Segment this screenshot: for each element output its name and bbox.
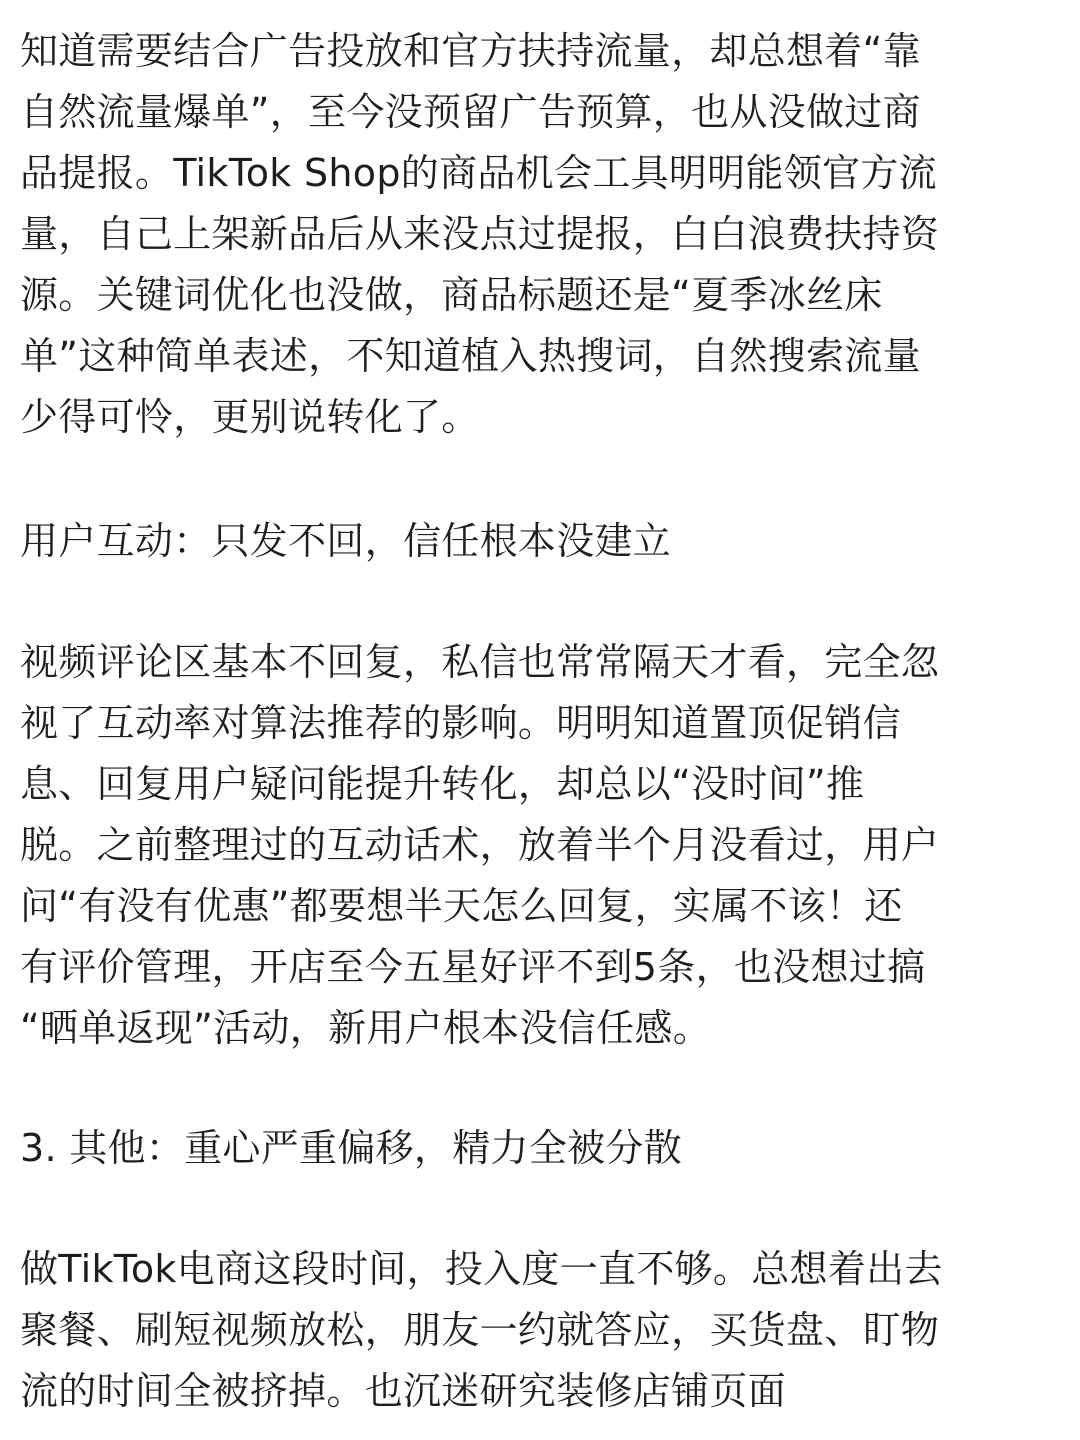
text-line: 品提报。TikTok Shop的商品机会工具明明能领官方流 bbox=[20, 151, 937, 195]
text-line: 流的时间全被挤掉。也沉迷研究装修店铺页面 bbox=[20, 1369, 787, 1413]
text-line: 问“有没有优惠”都要想半天怎么回复，实属不该！还 bbox=[20, 884, 903, 928]
heading-text: 用户互动：只发不回，信任根本没建立 bbox=[20, 519, 672, 563]
article-body bbox=[20, 0, 1066, 1440]
paragraph-other bbox=[20, 1239, 1066, 1422]
section-heading-other bbox=[20, 1118, 1066, 1179]
text-line: 脱。之前整理过的互动话术，放着半个月没看过，用户 bbox=[20, 823, 940, 867]
text-line: 做TikTok电商这段时间，投入度一直不够。总想着出去 bbox=[20, 1247, 943, 1291]
text-line: 少得可怜，更别说转化了。 bbox=[20, 395, 480, 439]
text-line: 源。关键词优化也没做，商品标题还是“夏季冰丝床 bbox=[20, 273, 883, 317]
heading-text: 3. 其他：重心严重偏移，精力全被分散 bbox=[20, 1126, 683, 1170]
text-line: 视频评论区基本不回复，私信也常常隔天才看，完全忽 bbox=[20, 640, 940, 684]
text-line: 有评价管理，开店至今五星好评不到5条，也没想过搞 bbox=[20, 945, 926, 989]
text-line: “晒单返现”活动，新用户根本没信任感。 bbox=[20, 1006, 712, 1050]
text-line: 单”这种简单表述，不知道植入热搜词，自然搜索流量 bbox=[20, 334, 921, 378]
paragraph-ads-and-traffic bbox=[20, 21, 1066, 448]
text-line: 量，自己上架新品后从来没点过提报，白白浪费扶持资 bbox=[20, 212, 940, 256]
text-line: 自然流量爆单”，至今没预留广告预算，也从没做过商 bbox=[20, 90, 921, 134]
text-line: 知道需要结合广告投放和官方扶持流量，却总想着“靠 bbox=[20, 29, 921, 73]
text-line: 息、回复用户疑问能提升转化，却总以“没时间”推 bbox=[20, 762, 865, 806]
paragraph-user-interaction bbox=[20, 632, 1066, 1059]
text-line: 聚餐、刷短视频放松，朋友一约就答应，买货盘、盯物 bbox=[20, 1308, 940, 1352]
text-line: 视了互动率对算法推荐的影响。明明知道置顶促销信 bbox=[20, 701, 901, 745]
section-heading-user-interaction bbox=[20, 511, 1066, 572]
